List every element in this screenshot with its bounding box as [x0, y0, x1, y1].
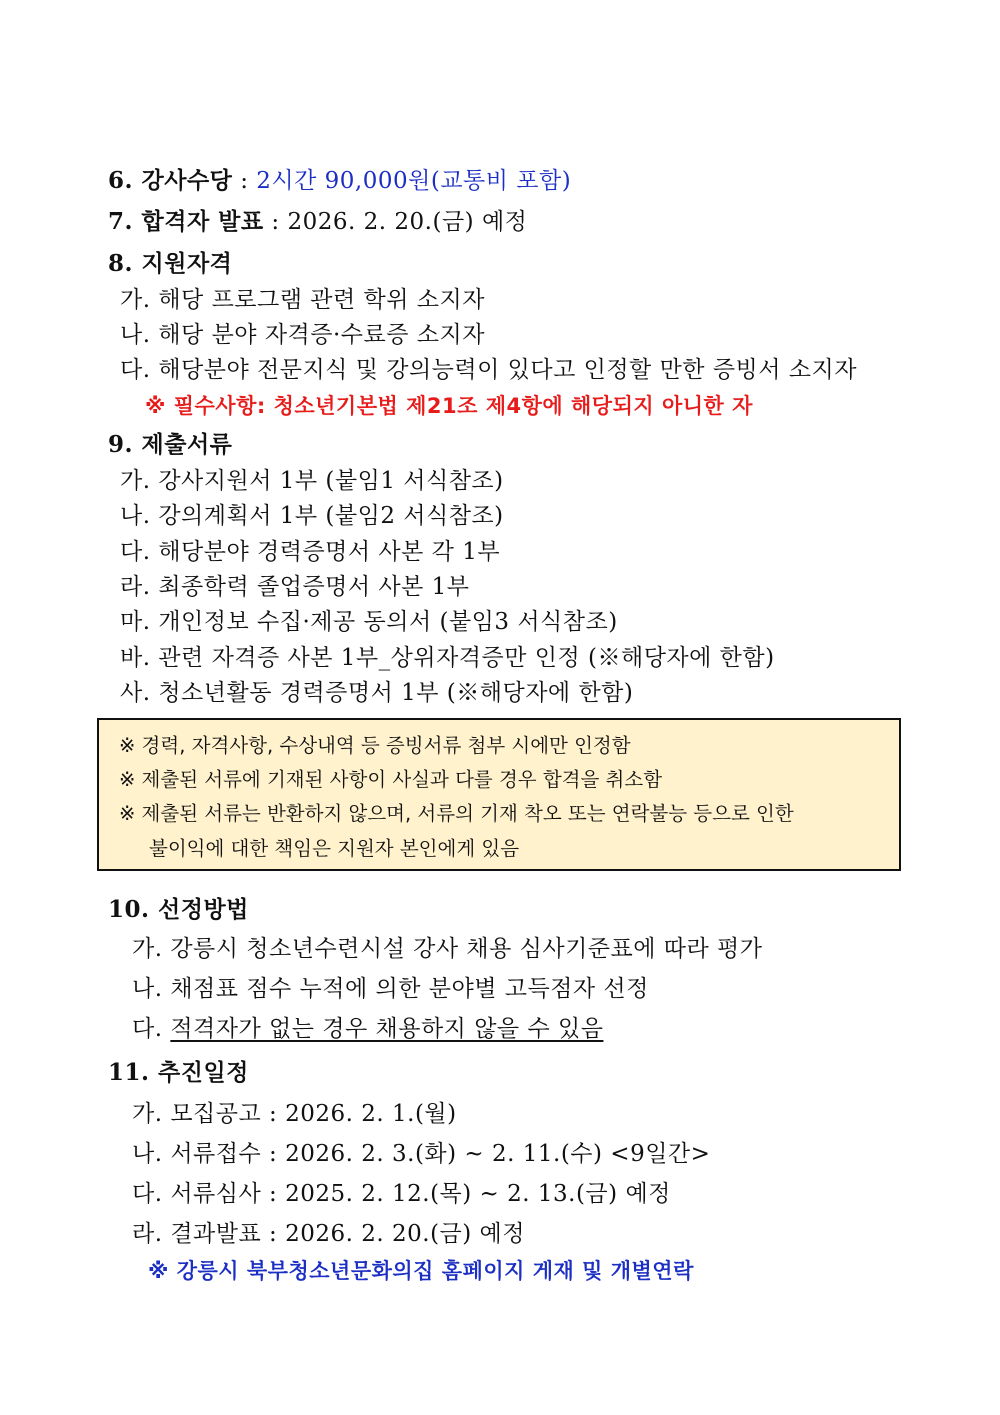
- section-8-item: 다. 해당분야 전문지식 및 강의능력이 있다고 인정할 만한 증빙서 소지자: [120, 357, 857, 383]
- section-9-item: 가. 강사지원서 1부 (붙임1 서식참조): [120, 468, 504, 494]
- section-10-item: 나. 채점표 점수 누적에 의한 분야별 고득점자 선정: [132, 976, 649, 1002]
- section-10-item-3-text: 적격자가 없는 경우 채용하지 않을 수 있음: [170, 1016, 604, 1042]
- section-7-value: 2026. 2. 20.(금) 예정: [287, 209, 528, 235]
- section-9-item: 마. 개인정보 수집·제공 동의서 (붙임3 서식참조): [120, 609, 618, 635]
- section-10-item-3-prefix: 다.: [132, 1016, 171, 1042]
- section-6-label: 6. 강사수당: [108, 167, 233, 194]
- section-9-item: 다. 해당분야 경력증명서 사본 각 1부: [120, 539, 501, 565]
- schedule-item: 다. 서류심사 : 2025. 2. 12.(목) ~ 2. 13.(금) 예정: [132, 1181, 671, 1207]
- section-9-item: 사. 청소년활동 경력증명서 1부 (※해당자에 한함): [120, 680, 634, 706]
- notice-line: ※ 제출된 서류는 반환하지 않으며, 서류의 기재 착오 또는 연락불능 등으로 인한: [119, 802, 794, 825]
- schedule-item: 나. 서류접수 : 2026. 2. 3.(화) ~ 2. 11.(수) <9일간>: [132, 1141, 711, 1167]
- section-11-title: 11. 추진일정: [108, 1059, 249, 1086]
- section-6-value: 2시간 90,000원(교통비 포함): [256, 168, 572, 194]
- section-10-item: 가. 강릉시 청소년수련시설 강사 채용 심사기준표에 따라 평가: [132, 936, 763, 962]
- section-9-title: 9. 제출서류: [108, 431, 233, 458]
- homepage-notice: ※ 강릉시 북부청소년문화의집 홈페이지 게재 및 개별연락: [148, 1259, 694, 1283]
- notice-line: 불이익에 대한 책임은 지원자 본인에게 있음: [149, 837, 520, 860]
- section-7-label: 7. 합격자 발표: [108, 208, 264, 235]
- section-7-line: [108, 207, 527, 237]
- section-9-item: 나. 강의계획서 1부 (붙임2 서식참조): [120, 503, 504, 529]
- section-8-item: 가. 해당 프로그램 관련 학위 소지자: [120, 287, 485, 313]
- section-9-item: 바. 관련 자격증 사본 1부_상위자격증만 인정 (※해당자에 한함): [120, 645, 775, 671]
- section-10-item-3: [132, 1014, 603, 1044]
- schedule-item: 가. 모집공고 : 2026. 2. 1.(월): [132, 1101, 457, 1127]
- notice-box: [97, 718, 901, 871]
- section-6-sep: :: [232, 168, 257, 194]
- section-8-item: 나. 해당 분야 자격증·수료증 소지자: [120, 322, 485, 348]
- section-8-title: 8. 지원자격: [108, 250, 233, 277]
- section-6-line: [108, 166, 571, 196]
- notice-line: ※ 제출된 서류에 기재된 사항이 사실과 다를 경우 합격을 취소함: [119, 768, 663, 791]
- section-9-item: 라. 최종학력 졸업증명서 사본 1부: [120, 574, 470, 600]
- section-10-title: 10. 선정방법: [108, 896, 249, 923]
- schedule-item: 라. 결과발표 : 2026. 2. 20.(금) 예정: [132, 1221, 525, 1247]
- required-condition-note: ※ 필수사항: 청소년기본법 제21조 제4항에 해당되지 아니한 자: [145, 394, 753, 418]
- section-7-sep: :: [263, 209, 288, 235]
- notice-line: ※ 경력, 자격사항, 수상내역 등 증빙서류 첨부 시에만 인정함: [119, 734, 631, 757]
